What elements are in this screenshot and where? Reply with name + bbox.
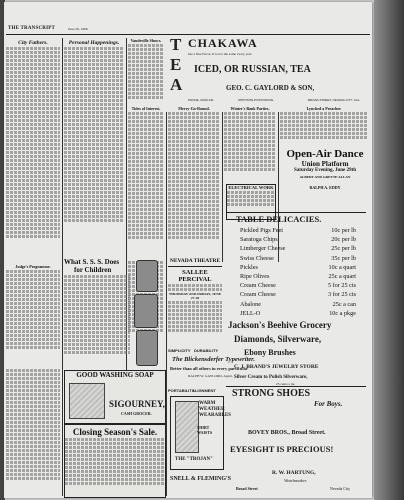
beehive-line3: Silver Cream to Polish Silverware, (234, 375, 308, 380)
typewriter-durability: DURABILITY (194, 348, 219, 353)
theatre-date: THURSDAY AND FRIDAY, JUNE 27-28 (168, 292, 222, 300)
delicacy-price: 3 for 25 cts (327, 291, 356, 299)
table-delicacies-title: TABLE DELICACIES. (236, 214, 322, 224)
column-merry (168, 106, 220, 256)
delicacy-name: JELL-O (240, 309, 261, 317)
washing-soap-ad (64, 370, 166, 424)
eyesight-role: Watchmaker. (284, 478, 307, 483)
beehive-store: C. J. BRAND'S JEWELRY STORE (234, 364, 319, 370)
delicacy-name: Pickled Pigs Feet (240, 227, 283, 234)
beehive-title: Jackson's Beehive Grocery (228, 320, 332, 330)
delicacy-row (240, 254, 356, 263)
eyesight-addr: Broad Street (236, 486, 258, 491)
delicacy-row (240, 226, 356, 235)
typewriter-simplicity: SIMPLICITY (168, 348, 191, 353)
column-lynched (280, 106, 368, 146)
dance-artist: ALBERT AND GRETTE ALLAN (299, 175, 351, 179)
column-winter (224, 106, 276, 182)
dance-by: RALPH A. EDDY (309, 185, 341, 190)
headline-merry: Merry-Go-Round. (178, 106, 210, 111)
tea-headline: ICED, OR RUSSIAN, TEA (194, 64, 311, 75)
strong-shoes-store: BOVEY BROS., Broad Street. (248, 430, 326, 436)
eyesight-town: Nevada City (330, 486, 351, 491)
typewriter-name: The Blickensderfer Typewriter. (172, 356, 255, 363)
delicacy-price: 25c per lb (331, 245, 356, 253)
column-rule (222, 112, 223, 262)
delicacy-price: 5 for 25 cts (327, 282, 356, 290)
tea-merchant: GEO. C. GAYLORD & SON, (226, 84, 315, 92)
warm-trojan: THE "TROJAN" (175, 457, 213, 462)
typewriter-alignment: ALIGNMENT (192, 388, 216, 393)
soap-title: GOOD WASHING SOAP (76, 371, 154, 379)
delicacies-list (240, 226, 356, 318)
tea-advertisement (168, 34, 370, 108)
headline-city-fathers: City Fathers. (18, 40, 48, 46)
delicacy-name: Abalone (240, 300, 261, 308)
tea-letter: E (170, 55, 182, 74)
delicacy-row (240, 272, 356, 281)
column-rule (62, 38, 63, 496)
delicacy-name: Ripe Olives (240, 273, 270, 281)
beehive-line2: Ebony Brushes (244, 348, 296, 357)
delicacy-price: 35c per lb (331, 254, 356, 262)
nevada-theatre-ad (168, 258, 222, 344)
masthead-paper: THE TRANSCRIPT (8, 26, 56, 31)
delicacy-row (240, 235, 356, 244)
dance-title: Open-Air Dance (286, 148, 364, 160)
tea-letter: A (170, 75, 183, 94)
soap-brand: SIGOURNEY, (109, 399, 165, 409)
delicacy-name: Limberger Cheese (240, 245, 286, 253)
delicacy-row (240, 290, 356, 299)
masthead-date: June 26, 1906. (68, 27, 89, 31)
warm-shirt: SHIRT WAISTS (197, 425, 213, 435)
closing-sale-ad (64, 424, 166, 498)
warm-weather-ad (170, 396, 231, 470)
delicacy-row (240, 244, 356, 253)
tea-footer-right: BROAD STREET, NEVADA CITY, CAL. (308, 98, 361, 102)
delicacy-price: 25c a quart (328, 273, 356, 281)
soap-illustration (69, 383, 105, 419)
sss-sub: for Children (74, 266, 112, 274)
headline-personal: Personal Happenings. (68, 40, 120, 46)
column-1 (6, 38, 60, 258)
sss-ad (64, 258, 164, 370)
tea-footer-mid: OPPOSITE POSTOFFICE (238, 98, 274, 102)
scan-edge-right (374, 0, 404, 500)
dance-day: Saturday Evening, June 29th (294, 168, 356, 173)
tea-footer-left: PHONE, MAIN 431 (188, 98, 214, 102)
column-1-lower (6, 264, 60, 364)
delicacy-name: Cream Cheese (240, 282, 276, 290)
delicacy-name: Pickles (240, 263, 258, 271)
typewriter-agent: RALPH W. GAYLORD, Agent, (188, 374, 233, 378)
warm-title: WARM WEATHER WEARABLES (199, 401, 231, 418)
column-tides (128, 106, 164, 256)
column-2 (64, 38, 124, 254)
beehive-line1: Diamonds, Silverware, (234, 334, 322, 344)
child-portrait (136, 260, 158, 292)
sss-title: What S. S. S. Does (64, 258, 120, 266)
headline-lynched: Lynched a Preacher. (306, 106, 342, 111)
headline-tides: Tides of Interest. (131, 106, 161, 111)
typewriter-portability: PORTABILITY (168, 388, 195, 393)
delicacy-row (240, 281, 356, 290)
theatre-show: SALLEE PERCIVAL (178, 269, 212, 283)
beehive-line4: 25 cents a jar. (276, 382, 296, 386)
tea-letter: T (170, 35, 182, 54)
dance-place: Union Platform (301, 160, 349, 168)
delicacy-price: 10c a quart (328, 263, 356, 271)
delicacy-row (240, 309, 356, 318)
theatre-title: NEVADA THEATRE (169, 258, 221, 264)
electrical-title: ELECTRICAL WORK (228, 185, 274, 190)
delicacy-price: 25c a can (332, 300, 356, 308)
newspaper-page (4, 2, 372, 498)
delicacy-name: Swiss Cheese (240, 254, 274, 262)
delicacy-price: 10c a pkge (329, 309, 356, 317)
delicacy-name: Cream Cheese (240, 291, 276, 299)
warm-merchant: SNELL & FLEMING'S (170, 476, 232, 482)
eyesight-title: EYESIGHT IS PRECIOUS! (230, 444, 334, 454)
child-portrait (136, 330, 158, 366)
soap-sub: CASH GROCER. (121, 411, 152, 416)
strong-shoes-for: For Boys. (314, 400, 343, 408)
delicacy-row (240, 300, 356, 309)
tea-line: has a fine flavor. It is not the same every year (188, 52, 252, 56)
eyesight-jeweler: R. W. HARTUNG, (272, 470, 316, 476)
child-portrait (134, 294, 158, 328)
column-3 (128, 38, 164, 110)
typewriter-tag: Better than all others in every particular (170, 366, 248, 371)
dance-ad (282, 148, 368, 208)
headline-judges-programme: Judge's Programme. (15, 264, 51, 269)
delicacy-row (240, 263, 356, 272)
delicacy-price: 20c per lb (331, 236, 356, 244)
tea-brand: CHAKAWA (188, 36, 258, 50)
delicacy-price: 10c per lb (331, 227, 356, 234)
column-1-bottom (6, 368, 60, 494)
strong-shoes-title: STRONG SHOES (232, 388, 311, 399)
column-rule (166, 112, 167, 496)
delicacy-name: Saratoga Chips (240, 236, 278, 244)
headline-winter: Winter's Bank Parties. (230, 106, 270, 111)
shirt-illustration (175, 401, 199, 453)
headline-vaudeville: Vaudeville Shows. (130, 38, 162, 43)
closing-title: Closing Season's Sale. (72, 427, 158, 437)
